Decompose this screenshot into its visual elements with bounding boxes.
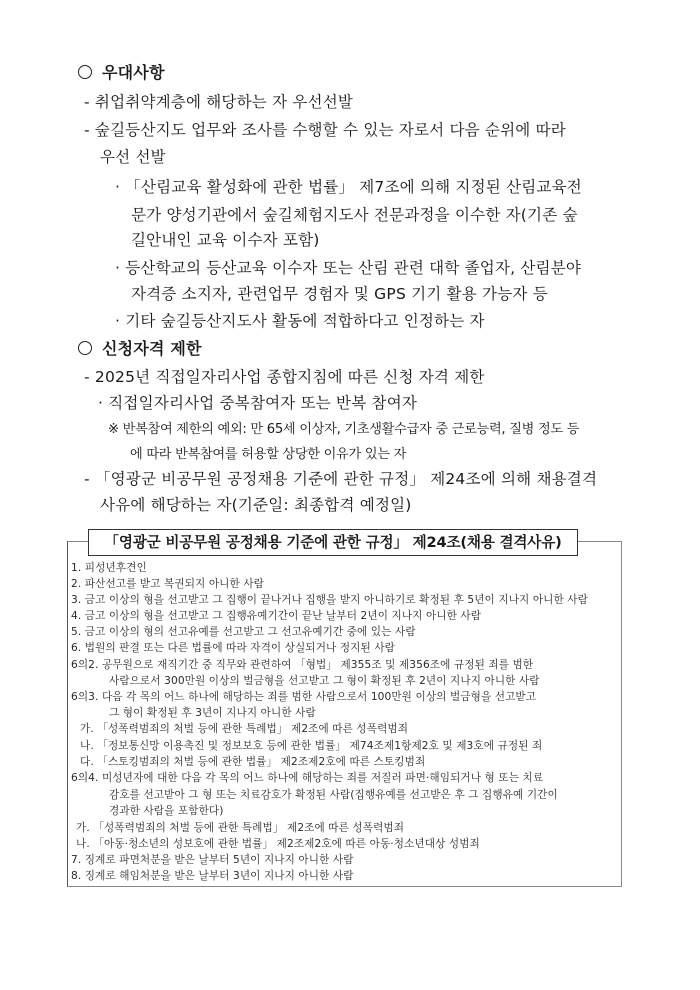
regulation-line: 8. 징계로 해임처분을 받은 날부터 3년이 지나지 아니한 사람 xyxy=(71,870,354,882)
bullet-item-continuation: 자격증 소지자, 관련업무 경험자 및 GPS 기기 활용 가능자 등 xyxy=(131,285,548,303)
regulation-subitem: 나. 「정보통신망 이용촉진 및 정보보호 등에 관한 법률」 제74조제1항제2호 및 제3호에 규정된 죄 xyxy=(80,740,543,752)
heading-text: 신청자격 제한 xyxy=(102,339,202,358)
regulation-subitem: 가. 「성폭력범죄의 처벌 등에 관한 특례법」 제2조에 따른 성폭력범죄 xyxy=(80,723,409,735)
note-item: ※ 반복참여 제한의 예외: 만 65세 이상자, 기초생활수급자 중 근로능력, 질병 정도 등 xyxy=(108,422,580,437)
regulation-line: 7. 징계로 파면처분을 받은 날부터 5년이 지나지 아니한 사람 xyxy=(71,854,354,866)
list-item: - 취업취약계층에 해당하는 자 우선선발 xyxy=(84,93,354,111)
section-heading-restrictions xyxy=(78,336,202,359)
list-item-continuation: 사유에 해당하는 자(기준일: 최종합격 예정일) xyxy=(100,496,412,514)
regulation-box-title: 「영광군 비공무원 공정채용 기준에 관한 규정」 제24조(채용 결격사유) xyxy=(88,529,578,556)
circle-bullet-icon xyxy=(78,65,92,79)
note-item-continuation: 에 따라 반복참여를 허용할 상당한 이유가 있는 자 xyxy=(130,447,407,462)
sub-item: · 직접일자리사업 중복참여자 또는 반복 참여자 xyxy=(98,394,418,412)
bullet-item: · 「산림교육 활성화에 관한 법률」 제7조에 의해 지정된 산림교육전 xyxy=(115,178,582,196)
list-item-continuation: 우선 선발 xyxy=(100,148,166,166)
regulation-subitem: 가. 「성폭력범죄의 처벌 등에 관한 특례법」 제2조에 따른 성폭력범죄 xyxy=(76,822,405,834)
bullet-item: · 등산학교의 등산교육 이수자 또는 산림 관련 대학 졸업자, 산림분야 xyxy=(115,259,582,277)
circle-bullet-icon xyxy=(78,341,92,355)
bullet-item-continuation: 문가 양성기관에서 숲길체험지도사 전문과정을 이수한 자(기존 숲 xyxy=(131,206,578,224)
bullet-item: · 기타 숲길등산지도사 활동에 적합하다고 인정하는 자 xyxy=(115,312,485,330)
regulation-line-continuation: 그 형이 확정된 후 3년이 지나지 아니한 사람 xyxy=(109,707,316,719)
regulation-line: 6의3. 다음 각 목의 어느 하나에 해당하는 죄를 범한 사람으로서 100만원 이상의 벌금형을 선고받고 xyxy=(71,691,537,703)
regulation-line: 5. 금고 이상의 형의 선고유예를 선고받고 그 선고유예기간 중에 있는 사람 xyxy=(71,626,416,638)
regulation-line: 3. 금고 이상의 형을 선고받고 그 집행이 끝나거나 집행을 받지 아니하기로 확정된 후 5년이 지나지 아니한 사람 xyxy=(71,594,588,606)
bullet-item-continuation: 길안내인 교육 이수자 포함) xyxy=(131,231,320,249)
regulation-subitem: 나. 「아동·청소년의 성보호에 관한 법률」 제2조제2호에 따른 아동·청소년대상 성범죄 xyxy=(76,838,480,850)
regulation-line-continuation: 사람으로서 300만원 이상의 벌금형을 선고받고 그 형이 확정된 후 2년이 지나지 아니한 사람 xyxy=(109,675,540,687)
regulation-line: 6. 법원의 판결 또는 다른 법률에 따라 자격이 상실되거나 정지된 사람 xyxy=(71,642,395,654)
regulation-line: 1. 피성년후견인 xyxy=(71,562,147,574)
regulation-line: 4. 금고 이상의 형을 선고받고 그 집행유예기간이 끝난 날부터 2년이 지나지 아니한 사람 xyxy=(71,610,482,622)
regulation-subitem: 다. 「스토킹범죄의 처벌 등에 관한 법률」 제2조제2호에 따른 스토킹범죄 xyxy=(80,756,426,768)
regulation-line-continuation: 감호를 선고받아 그 형 또는 치료감호가 확정된 사람(집행유예를 선고받은 후 그 집행유예 기간이 xyxy=(109,789,558,801)
list-item: - 숲길등산지도 업무와 조사를 수행할 수 있는 자로서 다음 순위에 따라 xyxy=(84,121,566,139)
regulation-line: 2. 파산선고를 받고 복권되지 아니한 사람 xyxy=(71,578,264,590)
regulation-line: 6의2. 공무원으로 재직기간 중 직무와 관련하여 「형법」 제355조 및 제356조에 규정된 죄를 범한 xyxy=(71,659,534,671)
section-heading-preferences xyxy=(78,60,165,83)
heading-text: 우대사항 xyxy=(102,63,165,82)
regulation-line-continuation: 경과한 사람을 포함한다) xyxy=(109,805,224,817)
list-item: - 「영광군 비공무원 공정채용 기준에 관한 규정」 제24조에 의해 채용결격 xyxy=(84,470,598,488)
regulation-line: 6의4. 미성년자에 대한 다음 각 목의 어느 하나에 해당하는 죄를 저질러 파면·해임되거나 형 또는 치료 xyxy=(71,772,544,784)
list-item: - 2025년 직접일자리사업 종합지침에 따른 신청 자격 제한 xyxy=(84,368,485,386)
